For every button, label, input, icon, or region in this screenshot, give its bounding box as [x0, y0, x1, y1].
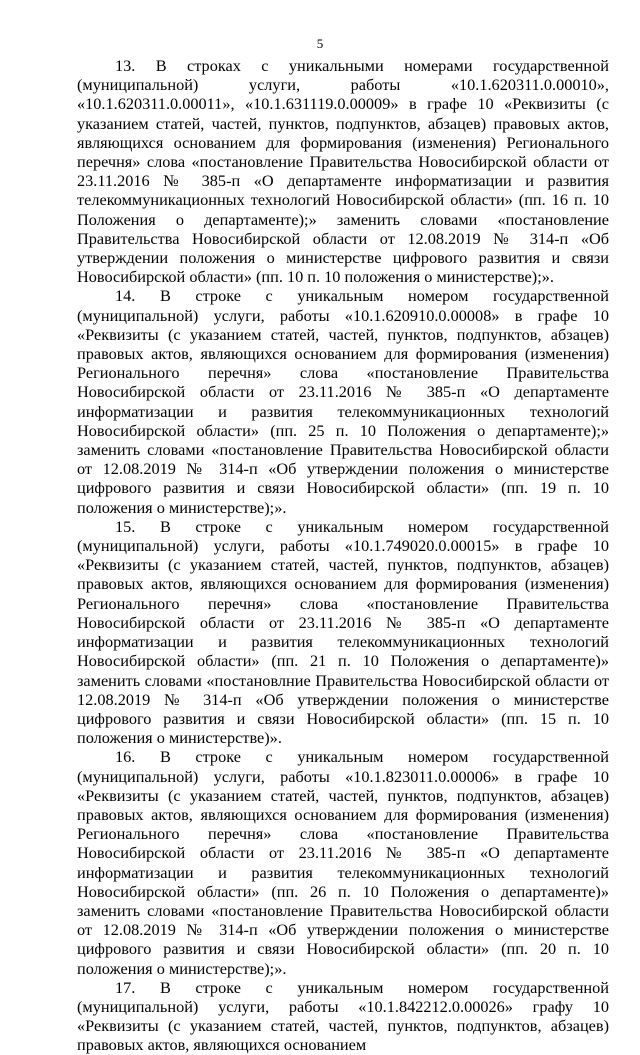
paragraph-15: 15. В строке с уникальным номером государственной (муниципальной) услуги, работы «10.1.749020.0.00015» в графе 10 «Реквизиты (с указанием статей, частей, пунктов, подпунктов, абзацев) правовых актов, являющихся основанием для формирования (изменения) Регионального перечня» слова «постановление Правительства Новосибирской области от 23.11.2016 № 385-п «О департаменте информатизации и развития телекоммуникационных технологий Новосибирской области» (пп. 21 п. 10 Положения о департаменте)» заменить словами «постановлние Правительства Новосибирской области от 12.08.2019 № 314-п «Об утверждении положения о министерстве цифрового развития и связи Новосибирской области» (пп. 15 п. 10 положения о министерстве)».: [77, 516, 609, 748]
paragraph-16: 16. В строке с уникальным номером государственной (муниципальной) услуги, работы «10.1.823011.0.00006» в графе 10 «Реквизиты (с указанием статей, частей, пунктов, подпунктов, абзацев) правовых актов, являющихся основанием для формирования (изменения) Регионального перечня» слова «постановление Правительства Новосибирской области от 23.11.2016 № 385-п «О департаменте информатизации и развития телекоммуникационных технологий Новосибирской области» (пп. 26 п. 10 Положения о департаменте)» заменить словами «постановление Правительства Новосибирской области от 12.08.2019 № 314-п «Об утверждении положения о министерстве цифрового развития и связи Новосибирской области» (пп. 20 п. 10 положения о министерстве);».: [77, 747, 609, 978]
paragraph-14: 14. В строке с уникальным номером государственной (муниципальной) услуги, работы «10.1.620910.0.00008» в графе 10 «Реквизиты (с указанием статей, частей, пунктов, подпунктов, абзацев) правовых актов, являющихся основанием для формирования (изменения) Регионального перечня» слова «постановление Правительства Новосибирской области от 23.11.2016 № 385-п «О департаменте информатизации и развития телекоммуникационных технологий Новосибирской области» (пп. 25 п. 10 Положения о департаменте);» заменить словами «постановление Правительства Новосибирской области от 12.08.2019 № 314-п «Об утверждении положения о министерстве цифрового развития и связи Новосибирской области» (пп. 19 п. 10 положения о министерстве);».: [77, 286, 609, 517]
paragraph-13: 13. В строках с уникальными номерами государственной (муниципальной) услуги, работы «10.1.620311.0.00010», «10.1.620311.0.00011», «10.1.631119.0.00009» в графе 10 «Реквизиты (с указанием статей, частей, пунктов, подпунктов, абзацев) правовых актов, являющихся основанием для формирования (изменения) Регионального перечня» слова «постановление Правительства Новосибирской области от 23.11.2016 № 385-п «О департаменте информатизации и развития телекоммуникационных технологий Новосибирской области» (пп. 16 п. 10 Положения о департаменте);» заменить словами «постановление Правительства Новосибирской области от 12.08.2019 № 314-п «Об утверждении положения о министерстве цифрового развития и связи Новосибирской области» (пп. 10 п. 10 положения о министерстве);».: [77, 56, 609, 287]
page-number: 5: [316, 36, 324, 51]
paragraph-17: 17. В строке с уникальным номером государственной (муниципальной) услуги, работы «10.1.842212.0.00026» графу 10 «Реквизиты (с указанием статей, частей, пунктов, подпунктов, абзацев) правовых актов, являющихся основанием: [77, 977, 609, 1055]
